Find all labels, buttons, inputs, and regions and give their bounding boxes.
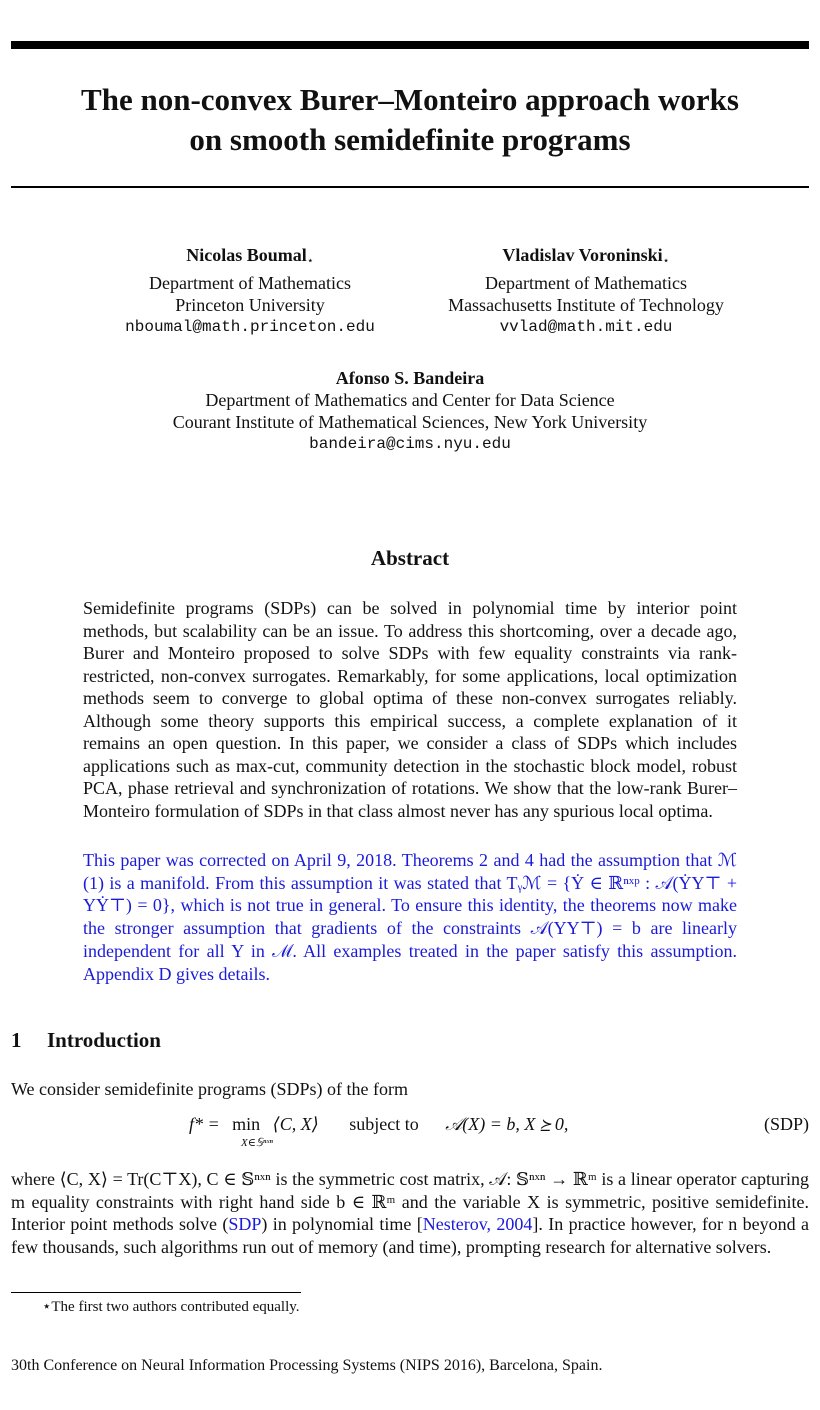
- author-dept: Department of Mathematics: [485, 273, 687, 293]
- sdp-equation: [11, 1114, 809, 1154]
- author-institution: Massachusetts Institute of Technology: [448, 295, 724, 315]
- intro-paragraph-1: We consider semidefinite programs (SDPs) of the form: [11, 1079, 408, 1099]
- author-block-boumal: [40, 244, 460, 338]
- footnote-marker: ⋆: [42, 1299, 52, 1315]
- intro-paragraph-2: [11, 1168, 809, 1258]
- correction-note-part-b: which is not true in general. To ensure this identity, the theorems now make the stronger assumption that gradients of the constraints 𝒜(YY⊤) = b are linearly independent for all Y in ℳ. All examples treated in the paper satisfy this assumption. Appendix D gives details.: [83, 895, 737, 984]
- author-block-voroninski: [400, 244, 772, 338]
- equation-op: min: [232, 1114, 261, 1134]
- title-line-1: The non-convex Burer–Monteiro approach works: [81, 82, 739, 117]
- title-rule: [11, 186, 809, 188]
- equation-label: (SDP): [763, 1114, 809, 1134]
- author-email[interactable]: vvlad@math.mit.edu: [499, 318, 673, 336]
- author-name: Vladislav Voroninski: [502, 245, 663, 265]
- author-marker: ⋆: [306, 255, 314, 267]
- footnote: [42, 1297, 300, 1316]
- author-block-bandeira: [60, 367, 760, 455]
- author-institution: Courant Institute of Mathematical Sciences, New York University: [172, 412, 648, 432]
- equation-subscript: X∈𝕊ⁿˣⁿ: [241, 1137, 273, 1149]
- section-heading: [11, 1028, 161, 1053]
- intro-p2-part-a: where ⟨C, X⟩ = Tr(C⊤X), C ∈ 𝕊ⁿˣⁿ is the symmetric cost matrix, 𝒜: 𝕊ⁿˣⁿ → ℝᵐ is a linear operator capturing m equality constraints with right hand side b ∈ ℝᵐ and the variable X is symmetric, positive semidefinite. Interior point methods solve (: [11, 1169, 809, 1234]
- section-number: 1: [11, 1028, 22, 1052]
- author-institution: Princeton University: [175, 295, 325, 315]
- correction-note-part-a: This paper was corrected on April 9, 2018. Theorems 2 and 4 had the assumption that ℳ (1) is a manifold. From this assumption it was stated that: [83, 850, 737, 893]
- venue-footer: 30th Conference on Neural Information Processing Systems (NIPS 2016), Barcelona, Spain.: [11, 1357, 603, 1374]
- equation-lhs: f* =: [189, 1114, 220, 1134]
- intro-p2-part-b: ) in polynomial time [: [261, 1214, 423, 1234]
- paper-title: [0, 80, 820, 160]
- correction-note-math: Tᵧℳ = {Ẏ ∈ ℝⁿˣᵖ : 𝒜(ẎY⊤ + YẎ⊤) = 0},: [83, 872, 737, 916]
- author-dept: Department of Mathematics and Center for Data Science: [205, 390, 615, 410]
- intro-p2-part-c: ]. In practice however, for n beyond a few thousands, such algorithms run out of memory (and time), prompting research for alternative solvers.: [11, 1214, 809, 1257]
- top-rule: [11, 41, 809, 49]
- footnote-rule: [11, 1292, 301, 1293]
- nesterov-citation-link[interactable]: Nesterov, 2004: [422, 1214, 533, 1234]
- author-marker: ⋆: [662, 255, 670, 267]
- author-email[interactable]: nboumal@math.princeton.edu: [125, 318, 375, 336]
- equation-constraint: 𝒜(X) = b, X ⪰ 0,: [445, 1114, 569, 1134]
- author-email[interactable]: bandeira@cims.nyu.edu: [309, 435, 511, 453]
- title-line-2: on smooth semidefinite programs: [189, 122, 631, 157]
- equation-objective: ⟨C, X⟩: [272, 1114, 319, 1134]
- author-name: Afonso S. Bandeira: [335, 368, 485, 388]
- equation-subject-to: subject to: [349, 1114, 419, 1134]
- section-title: Introduction: [47, 1028, 161, 1052]
- author-name: Nicolas Boumal: [186, 245, 307, 265]
- author-dept: Department of Mathematics: [149, 273, 351, 293]
- correction-note: [83, 849, 737, 985]
- abstract-text: Semidefinite programs (SDPs) can be solved in polynomial time by interior point methods, but scalability can be an issue. To address this shortcoming, over a decade ago, Burer and Monteiro proposed to solve SDPs with few equality constraints via rank-restricted, non-convex surrogates. Remarkably, for some applications, local optimization methods seem to converge to global optima of these non-convex surrogates reliably. Although some theory supports this empirical success, a complete explanation of it remains an open question. In this paper, we consider a class of SDPs which includes applications such as max-cut, community detection in the stochastic block model, robust PCA, phase retrieval and synchronization of rotations. We show that the low-rank Burer–Monteiro formulation of SDPs in that class almost never has any spurious local optima.: [83, 598, 737, 821]
- abstract-heading: Abstract: [370, 546, 450, 570]
- sdp-reference-link[interactable]: SDP: [228, 1214, 262, 1234]
- footnote-text: The first two authors contributed equally.: [51, 1299, 300, 1315]
